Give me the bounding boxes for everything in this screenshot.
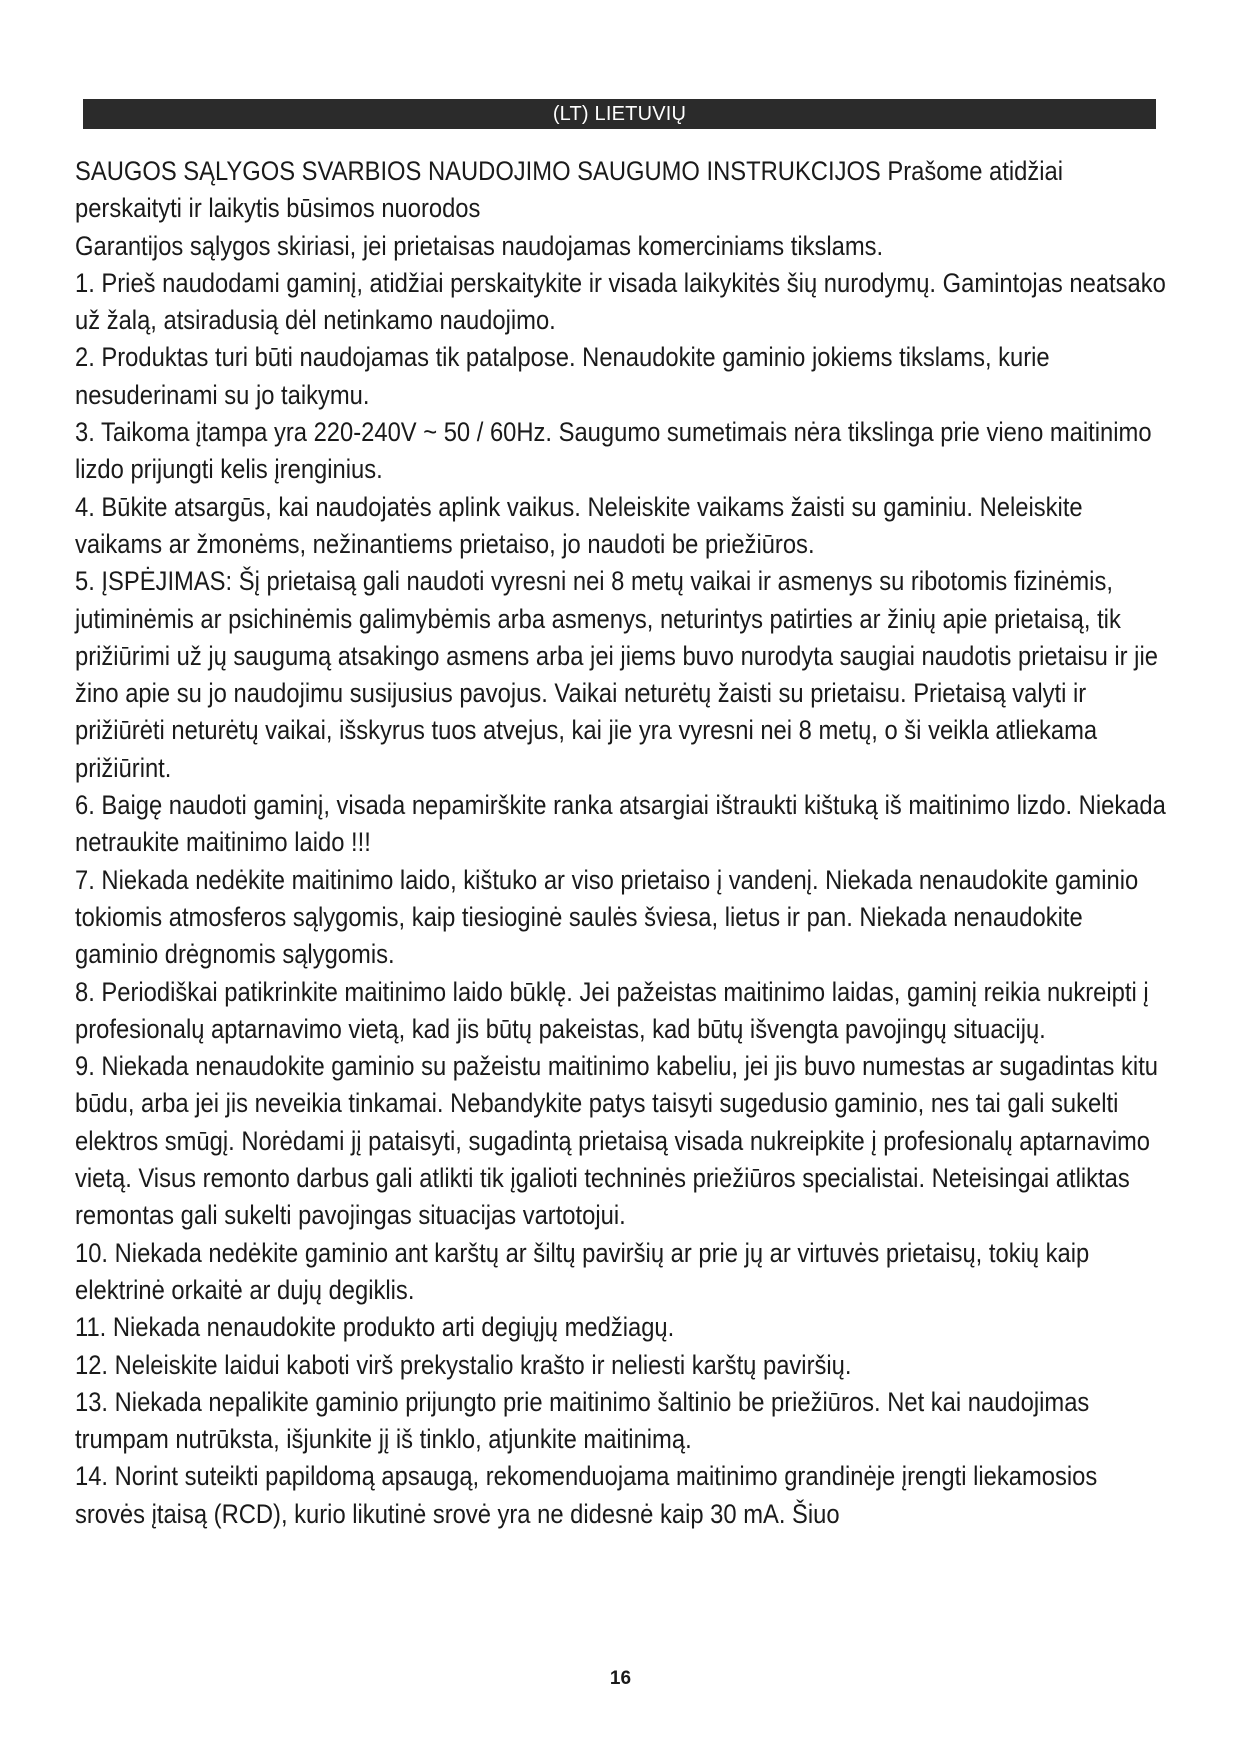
instruction-item-6: 6. Baigę naudoti gaminį, visada nepamirškite ranka atsargiai ištraukti kištuką iš maitinimo lizdo. Niekada netraukite maitinimo laido !!! [75,790,1166,858]
title-paragraph: SAUGOS SĄLYGOS SVARBIOS NAUDOJIMO SAUGUMO INSTRUKCIJOS Prašome atidžiai perskaityti ir laikytis būsimos nuorodos [75,156,1064,224]
instruction-item-2: 2. Produktas turi būti naudojamas tik patalpose. Nenaudokite gaminio jokiems tikslams, kurie nesuderinami su jo taikymu. [75,342,1050,410]
instructions-body [75,153,1166,1533]
instruction-item-14: 14. Norint suteikti papildomą apsaugą, rekomenduojama maitinimo grandinėje įrengti liekamosios srovės įtaisą (RCD), kurio likutinė srovė yra ne didesnė kaip 30 mA. Šiuo [75,1461,1098,1529]
instruction-item-9: 9. Niekada nenaudokite gaminio su pažeistu maitinimo kabeliu, jei jis buvo numestas ar sugadintas kitu būdu, arba jei jis neveikia tinkamai. Nebandykite patys taisyti sugedusio gaminio, nes tai gali sukelti elektros smūgį. Norėdami jį pataisyti, sugadintą prietaisą visada nukreipkite į profesionalų aptarnavimo vietą. Visus remonto darbus gali atlikti tik įgalioti techninės priežiūros specialistai. Neteisingai atliktas remontas gali sukelti pavojingas situacijas vartotojui. [75,1051,1159,1231]
instruction-item-7: 7. Niekada nedėkite maitinimo laido, kištuko ar viso prietaiso į vandenį. Niekada nenaudokite gaminio tokiomis atmosferos sąlygomis, kaip tiesioginė saulės šviesa, lietus ir pan. Niekada nenaudokite gaminio drėgnomis sąlygomis. [75,864,1139,970]
page-number: 16 [609,1668,632,1689]
instruction-item-5: 5. ĮSPĖJIMAS: Šį prietaisą gali naudoti vyresni nei 8 metų vaikai ir asmenys su ribotomis fizinėmis, jutiminėmis ar psichinėmis galimybėmis arba asmenys, neturintys patirties ar žinių apie prietaisą, tik prižiūrimi už jų saugumą atsakingo asmens arba jei jiems buvo nurodyta saugiai naudotis prietaisu ir jie žino apie su jo naudojimu susijusius pavojus. Vaikai neturėtų žaisti su prietaisu. Prietaisą valyti ir prižiūrėti neturėtų vaikai, išskyrus tuos atvejus, kai jie yra vyresni nei 8 metų, o ši veikla atliekama prižiūrint. [75,566,1158,783]
instruction-item-4: 4. Būkite atsargūs, kai naudojatės aplink vaikus. Neleiskite vaikams žaisti su gaminiu. Neleiskite vaikams ar žmonėms, nežinantiems prietaiso, jo naudoti be priežiūros. [75,491,1083,559]
language-label: (LT) LIETUVIŲ [552,103,687,125]
instruction-item-12: 12. Neleiskite laidui kaboti virš prekystalio krašto ir neliesti karštų paviršių. [75,1349,852,1380]
language-header-bar [83,99,1156,129]
instruction-item-10: 10. Niekada nedėkite gaminio ant karštų ar šiltų paviršių ar prie jų ar virtuvės prietaisų, tokių kaip elektrinė orkaitė ar dujų degiklis. [75,1237,1090,1305]
instruction-item-1: 1. Prieš naudodami gaminį, atidžiai perskaitykite ir visada laikykitės šių nurodymų. Gamintojas neatsako už žalą, atsiradusią dėl netinkamo naudojimo. [75,267,1166,336]
warranty-note: Garantijos sąlygos skiriasi, jei prietaisas naudojamas komerciniams tikslams. [75,230,884,261]
instruction-item-11: 11. Niekada nenaudokite produkto arti degiųjų medžiagų. [75,1312,675,1343]
instruction-item-13: 13. Niekada nepalikite gaminio prijungto prie maitinimo šaltinio be priežiūros. Net kai naudojimas trumpam nutrūksta, išjunkite jį iš tinklo, atjunkite maitinimą. [75,1386,1090,1455]
instruction-item-8: 8. Periodiškai patikrinkite maitinimo laido būklę. Jei pažeistas maitinimo laidas, gaminį reikia nukreipti į profesionalų aptarnavimo vietą, kad jis būtų pakeistas, kad būtų išvengta pavojingų situacijų. [75,976,1149,1044]
instruction-item-3: 3. Taikoma įtampa yra 220-240V ~ 50 / 60Hz. Saugumo sumetimais nėra tikslinga prie vieno maitinimo lizdo prijungti kelis įrenginius. [75,417,1152,485]
